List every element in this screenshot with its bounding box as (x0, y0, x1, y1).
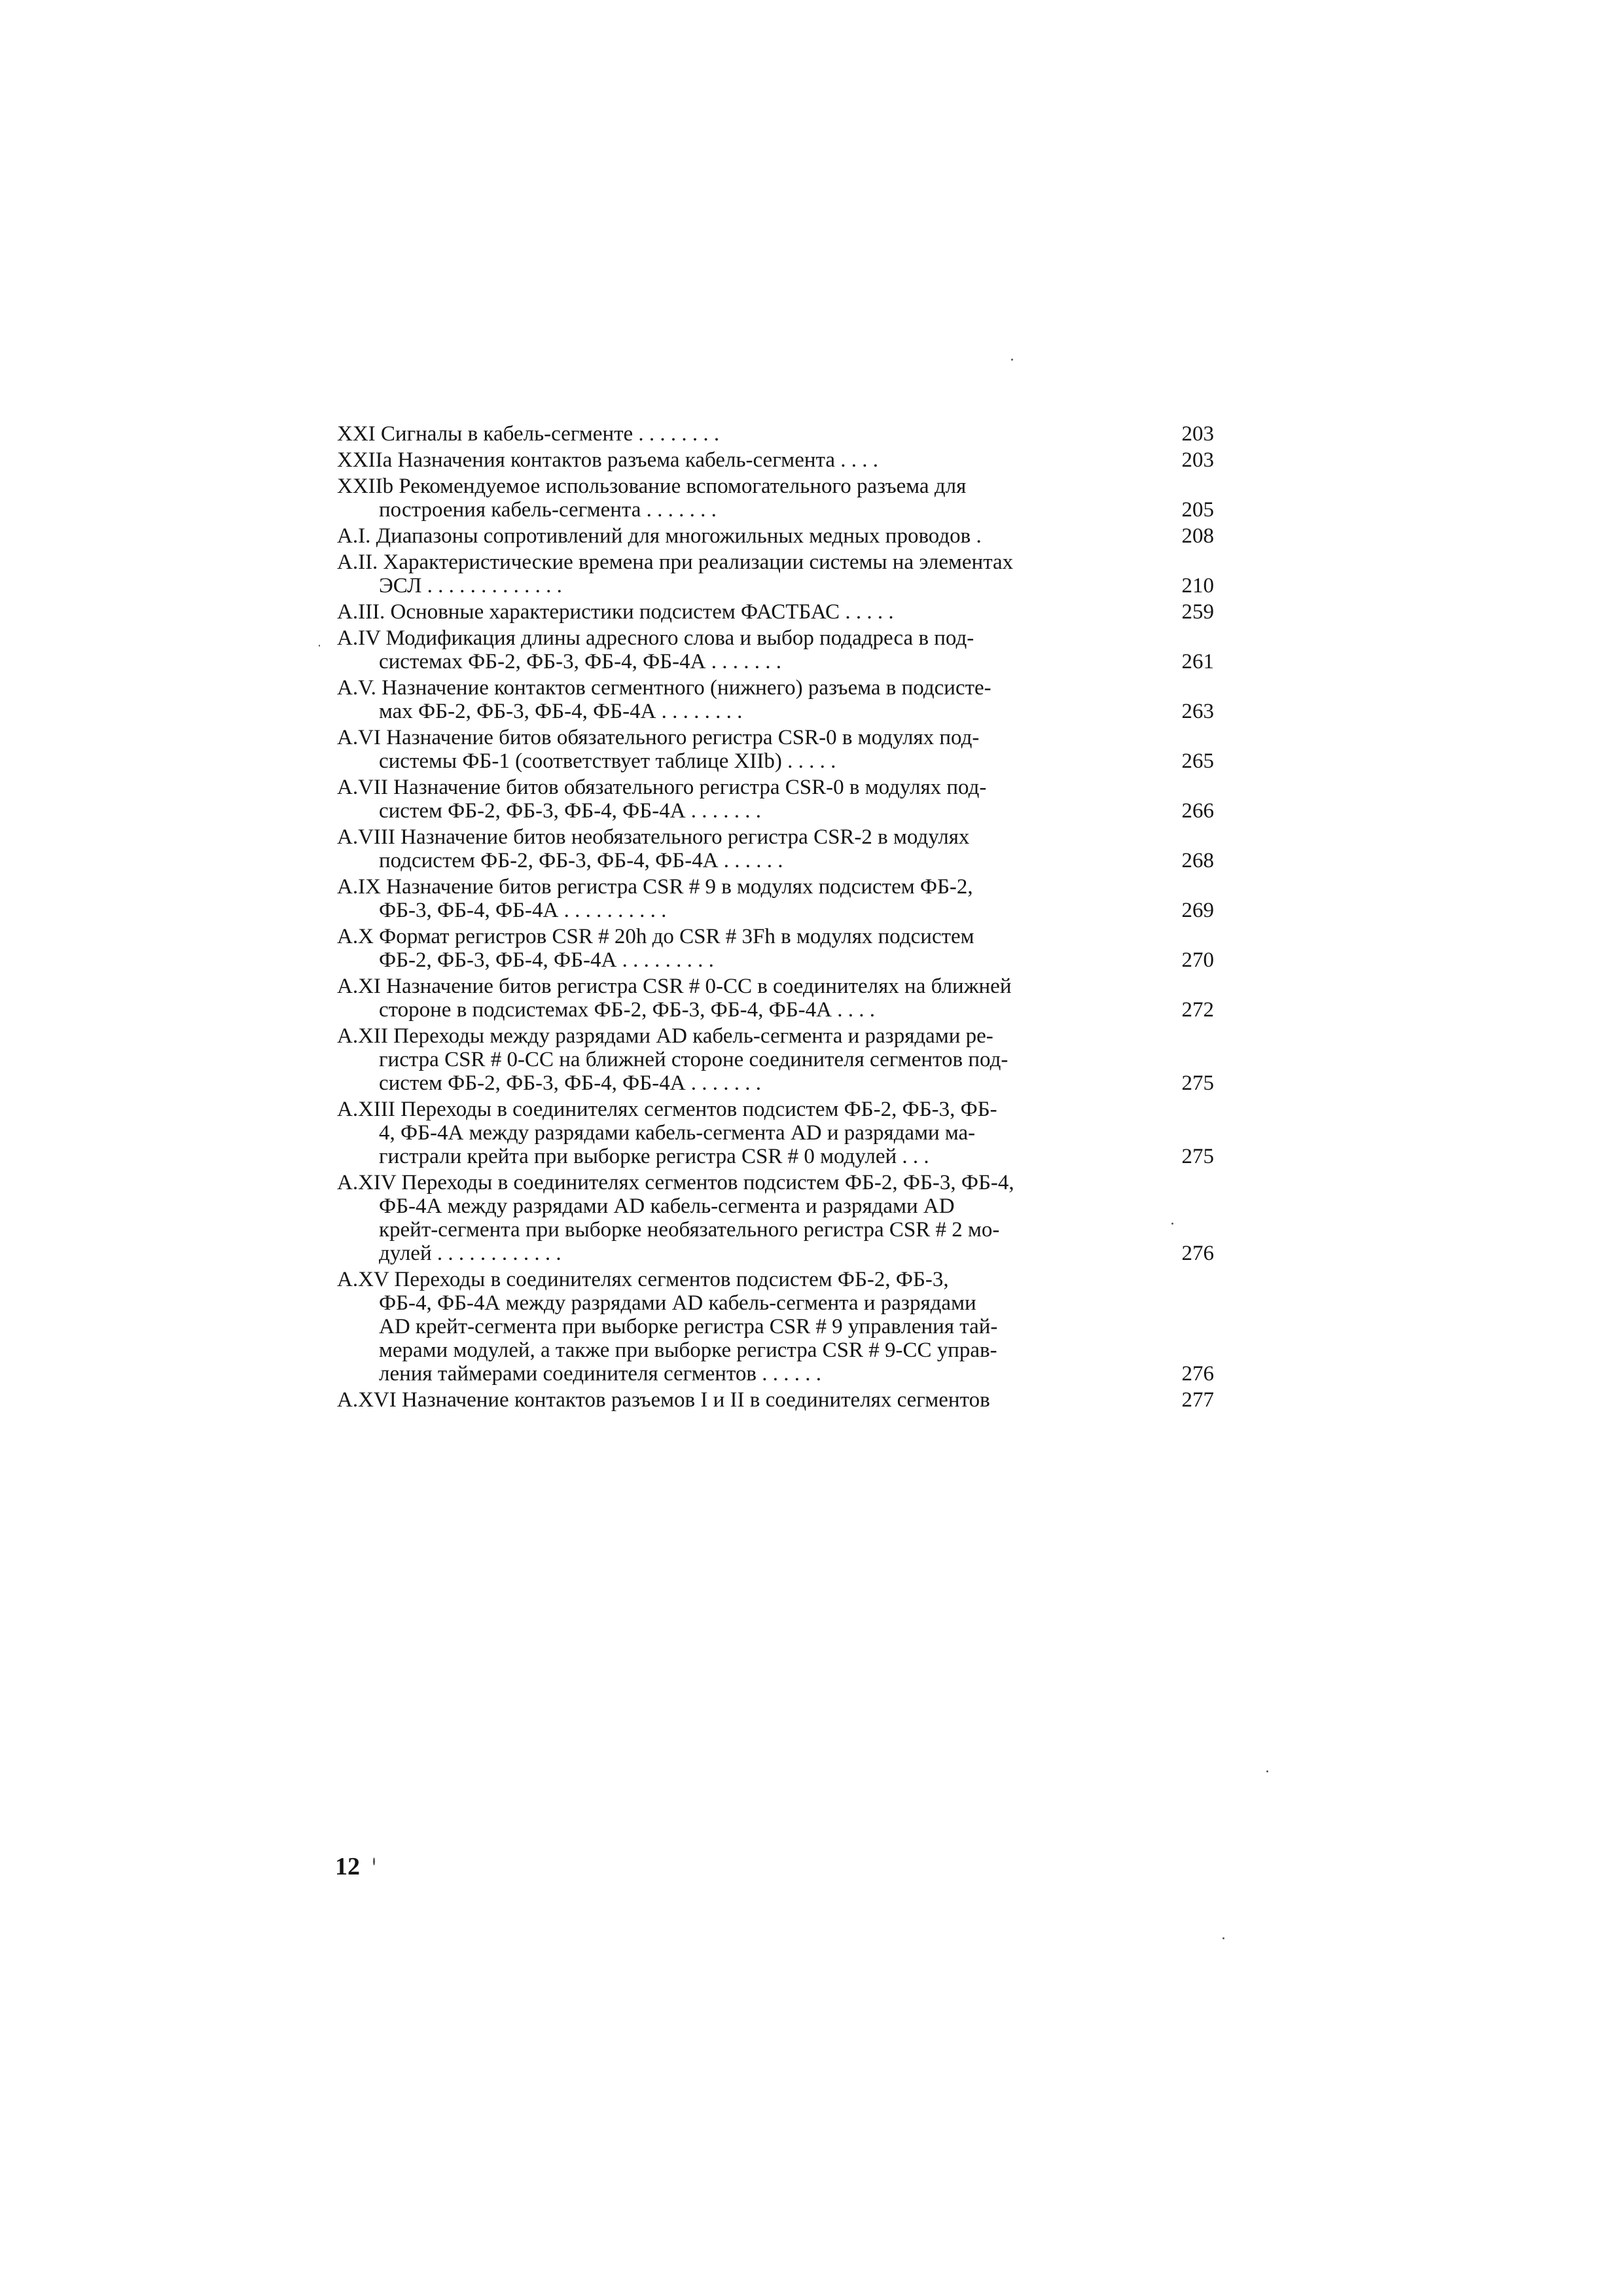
toc-entry-continuation: ФБ-3, ФБ-4, ФБ-4А . . . . . . . . . . (379, 899, 667, 922)
toc-page-number: 269 (1181, 899, 1214, 922)
toc-entry-title: A.XIII Переходы в соединителях сегментов подсистем ФБ-2, ФБ-3, ФБ- (337, 1098, 997, 1121)
toc-page-number: 270 (1181, 948, 1214, 972)
toc-page-number: 265 (1181, 749, 1214, 773)
toc-page-number: 210 (1181, 574, 1214, 598)
toc-entry (337, 1268, 1214, 1386)
toc-page-number: 259 (1181, 600, 1214, 624)
toc-entry-continuation: построения кабель-сегмента . . . . . . . (379, 498, 717, 522)
toc-entry-title: A.II. Характеристические времена при реализации системы на элементах (337, 550, 1014, 574)
toc-entry-continuation: дулей . . . . . . . . . . . . (379, 1242, 562, 1265)
toc-entry-continuation: гистрали крейта при выборке регистра CSR # 0 модулей . . . (379, 1145, 929, 1168)
toc-entry (337, 776, 1214, 823)
toc-entry-title: A.XV Переходы в соединителях сегментов подсистем ФБ-2, ФБ-3, (337, 1268, 949, 1291)
toc-entry-title: A.XII Переходы между разрядами AD кабель-сегмента и разрядами ре- (337, 1024, 993, 1048)
toc-entry-continuation: ФБ-4, ФБ-4А между разрядами AD кабель-сегмента и разрядами (379, 1291, 976, 1315)
toc-entry-continuation: крейт-сегмента при выборке необязательного регистра CSR # 2 мо- (379, 1218, 1000, 1242)
toc-page-number: 268 (1181, 849, 1214, 872)
toc-entry-continuation: стороне в подсистемах ФБ-2, ФБ-3, ФБ-4, ФБ-4А . . . . (379, 998, 875, 1022)
toc-entry-continuation: AD крейт-сегмента при выборке регистра CSR # 9 управления тай- (379, 1315, 998, 1338)
toc-entry-continuation: ЭСЛ . . . . . . . . . . . . . (379, 574, 562, 598)
toc-page-number: 263 (1181, 700, 1214, 723)
toc-page-number: 272 (1181, 998, 1214, 1022)
toc-entry (337, 726, 1214, 773)
toc-entry (337, 524, 1214, 548)
toc-entry (337, 975, 1214, 1022)
toc-entry-continuation: гистра CSR # 0-CC на ближней стороне соединителя сегментов под- (379, 1048, 1008, 1071)
toc-page-number: 277 (1181, 1388, 1214, 1412)
toc-entry (337, 626, 1214, 673)
toc-page-number: 276 (1181, 1242, 1214, 1265)
toc-page-number: 275 (1181, 1071, 1214, 1095)
toc-entry (337, 875, 1214, 922)
toc-entry (337, 448, 1214, 472)
toc-page-number: 266 (1181, 799, 1214, 823)
scan-speck (1266, 1770, 1268, 1772)
toc-entry-continuation: систем ФБ-2, ФБ-3, ФБ-4, ФБ-4А . . . . . . . (379, 1071, 762, 1095)
toc-entry-continuation: систем ФБ-2, ФБ-3, ФБ-4, ФБ-4А . . . . . . . (379, 799, 762, 823)
toc-entry-continuation: ФБ-4А между разрядами AD кабель-сегмента и разрядами AD (379, 1194, 955, 1218)
toc-entry (337, 475, 1214, 522)
toc-entry (337, 1388, 1214, 1412)
toc-entry-title: A.I. Диапазоны сопротивлений для многожильных медных проводов . (337, 524, 982, 548)
page-number: 12 (335, 1853, 360, 1880)
toc-entry-title: XXI Сигналы в кабель-сегменте . . . . . . . . (337, 422, 720, 446)
toc-entry-continuation: ления таймерами соединителя сегментов . . . . . . (379, 1362, 822, 1386)
toc-page-number: 275 (1181, 1145, 1214, 1168)
toc-entry-title: A.III. Основные характеристики подсистем ФАСТБАС . . . . . (337, 600, 894, 624)
toc-entry-continuation: ФБ-2, ФБ-3, ФБ-4, ФБ-4А . . . . . . . . . (379, 948, 714, 972)
toc-entry (337, 550, 1214, 598)
scan-speck (373, 1857, 375, 1865)
toc-entry-title: A.IV Модификация длины адресного слова и выбор подадреса в под- (337, 626, 974, 650)
toc-entry (337, 1171, 1214, 1265)
toc-entry-title: A.VIII Назначение битов необязательного регистра CSR-2 в модулях (337, 825, 970, 849)
toc-entry (337, 1024, 1214, 1095)
toc-entry (337, 676, 1214, 723)
toc-page-number: 261 (1181, 650, 1214, 673)
toc-entry (337, 825, 1214, 872)
scan-speck (319, 645, 320, 647)
toc-page-number: 276 (1181, 1362, 1214, 1386)
toc-page-number: 208 (1181, 524, 1214, 548)
toc-entry-continuation: системы ФБ-1 (соответствует таблице XIIb) . . . . . (379, 749, 836, 773)
toc-page-number: 203 (1181, 422, 1214, 446)
toc-entry-title: A.XI Назначение битов регистра CSR # 0-CC в соединителях на ближней (337, 975, 1012, 998)
toc-entry (337, 422, 1214, 446)
toc-entry-title: A.XVI Назначение контактов разъемов I и II в соединителях сегментов (337, 1388, 990, 1412)
toc-page-number: 205 (1181, 498, 1214, 522)
toc-entry-continuation: 4, ФБ-4А между разрядами кабель-сегмента AD и разрядами ма- (379, 1121, 976, 1145)
toc-entry-title: A.IX Назначение битов регистра CSR # 9 в модулях подсистем ФБ-2, (337, 875, 973, 899)
toc-entry-continuation: подсистем ФБ-2, ФБ-3, ФБ-4, ФБ-4А . . . . . . (379, 849, 783, 872)
toc-entry-continuation: системах ФБ-2, ФБ-3, ФБ-4, ФБ-4А . . . . . . . (379, 650, 781, 673)
toc-entry-title: XXIIa Назначения контактов разъема кабель-сегмента . . . . (337, 448, 878, 472)
toc-entry-title: A.VII Назначение битов обязательного регистра CSR-0 в модулях под- (337, 776, 987, 799)
toc-entry-continuation: мах ФБ-2, ФБ-3, ФБ-4, ФБ-4А . . . . . . . . (379, 700, 743, 723)
scan-speck (1171, 1223, 1173, 1225)
toc-entry-title: XXIIb Рекомендуемое использование вспомогательного разъема для (337, 475, 967, 498)
toc-entry-title: A.VI Назначение битов обязательного регистра CSR-0 в модулях под- (337, 726, 980, 749)
toc-entry (337, 925, 1214, 972)
toc-entry-title: A.X Формат регистров CSR # 20h до CSR # 3Fh в модулях подсистем (337, 925, 974, 948)
toc-page-number: 203 (1181, 448, 1214, 472)
toc-entry-title: A.XIV Переходы в соединителях сегментов подсистем ФБ-2, ФБ-3, ФБ-4, (337, 1171, 1014, 1194)
toc-entry (337, 1098, 1214, 1168)
toc-entry-continuation: мерами модулей, а также при выборке регистра CSR # 9-CC управ- (379, 1338, 997, 1362)
toc-entry (337, 600, 1214, 624)
toc-entry-title: A.V. Назначение контактов сегментного (нижнего) разъема в подсисте- (337, 676, 991, 700)
scan-speck (1011, 359, 1013, 361)
table-of-contents (337, 422, 1214, 1414)
scan-speck (1222, 1937, 1224, 1939)
